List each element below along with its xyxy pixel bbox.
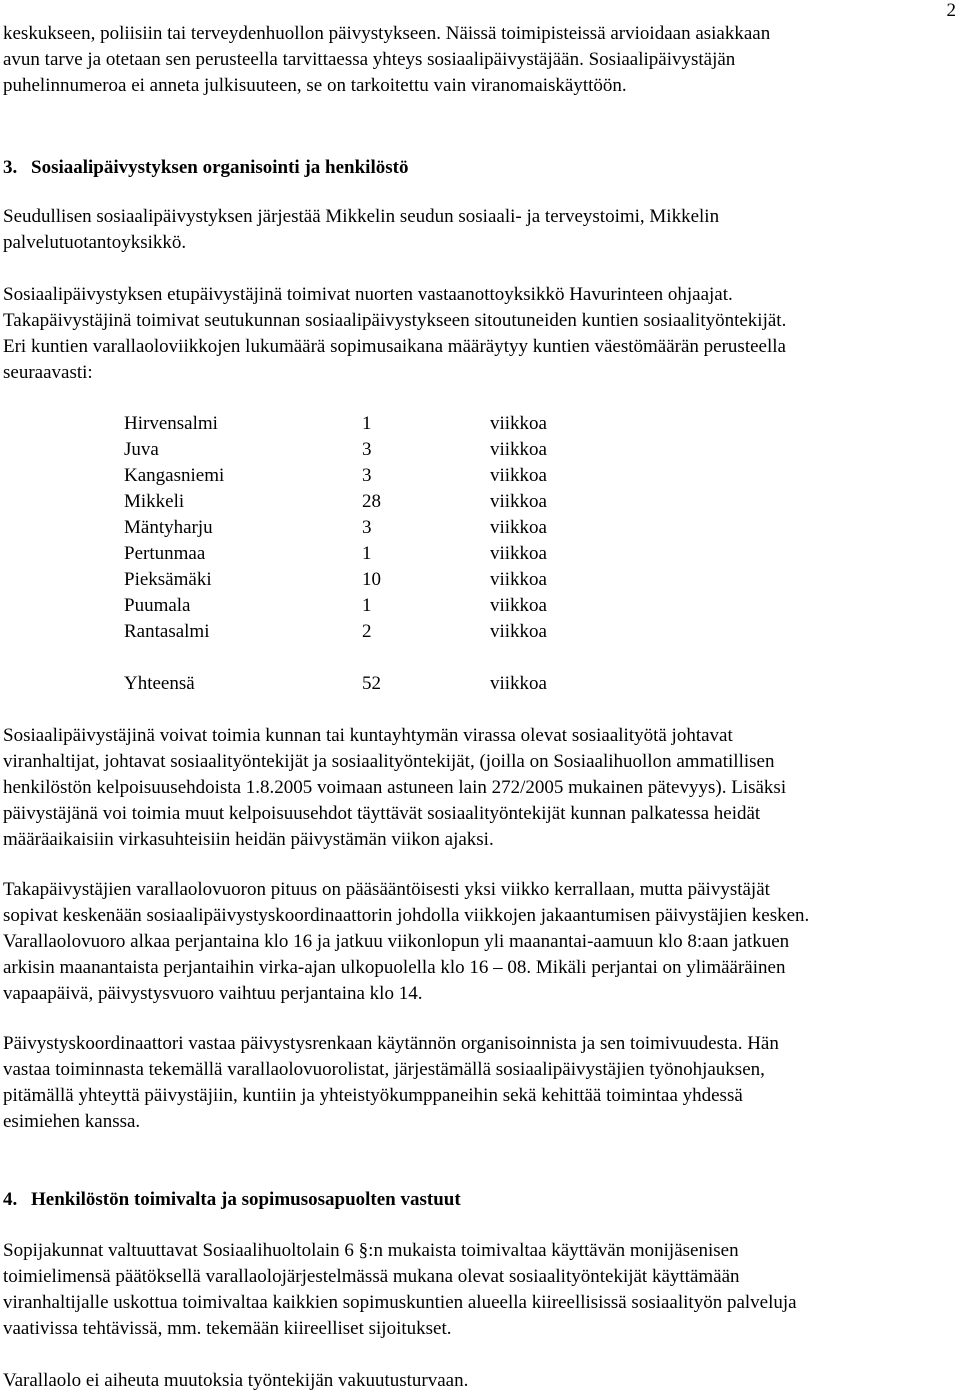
text-line: arkisin maanantaista perjantaihin virka-ajan ulkopuolella klo 16 – 08. Mikäli perjantai on ylimääräinen bbox=[3, 957, 786, 978]
table-row bbox=[124, 437, 590, 463]
week-unit: viikkoa bbox=[490, 595, 547, 616]
table-row bbox=[124, 411, 590, 437]
text-line: vaativissa tehtävissä, mm. tekemään kiireelliset sijoitukset. bbox=[3, 1318, 452, 1339]
municipality-name: Pieksämäki bbox=[124, 569, 212, 590]
municipality-name: Rantasalmi bbox=[124, 621, 210, 642]
text-line: keskukseen, poliisiin tai terveydenhuollon päivystykseen. Näissä toimipisteissä arvioidaan asiakkaan bbox=[3, 23, 771, 44]
text-line: viranhaltijalle uskottua toimivaltaa kaikkien sopimuskuntien alueella kiireellisissä sosiaalityön palveluja bbox=[3, 1292, 797, 1313]
week-unit: viikkoa bbox=[490, 621, 547, 642]
section-3-title: Sosiaalipäivystyksen organisointi ja henkilöstö bbox=[31, 157, 409, 178]
week-unit: viikkoa bbox=[490, 439, 547, 460]
text-line: Varallaolo ei aiheuta muutoksia työntekijän vakuutusturvaan. bbox=[3, 1370, 469, 1391]
week-unit: viikkoa bbox=[490, 569, 547, 590]
text-line: pitämällä yhteyttä päivystäjiin, kuntiin ja yhteistyökumppaneihin sekä kehittää toimintaa yhdessä bbox=[3, 1085, 743, 1106]
table-row bbox=[124, 515, 590, 541]
section-3-heading bbox=[3, 155, 955, 181]
municipality-name: Pertunmaa bbox=[124, 543, 206, 564]
section-4-heading bbox=[3, 1187, 955, 1213]
section-3-paragraph-2 bbox=[3, 282, 955, 386]
text-line: esimiehen kanssa. bbox=[3, 1111, 141, 1132]
intro-paragraph bbox=[3, 21, 955, 99]
text-line: vapaapäivä, päivystysvuoro vaihtuu perjantaina klo 14. bbox=[3, 983, 423, 1004]
week-unit: viikkoa bbox=[490, 491, 547, 512]
table-row bbox=[124, 541, 590, 567]
text-line: Sosiaalipäivystäjinä voivat toimia kunnan tai kuntayhtymän virassa olevat sosiaalityötä johtavat bbox=[3, 725, 733, 746]
week-unit: viikkoa bbox=[490, 673, 547, 694]
text-line: Takapäivystäjien varallaolovuoron pituus on pääsääntöisesti yksi viikko kerrallaan, mutta päivystäjät bbox=[3, 879, 770, 900]
table-row bbox=[124, 489, 590, 515]
week-count: 3 bbox=[362, 439, 372, 460]
municipality-name: Puumala bbox=[124, 595, 191, 616]
section-3-paragraph-5 bbox=[3, 1031, 955, 1135]
text-line: viranhaltijat, johtavat sosiaalityöntekijät ja sosiaalityöntekijät, (joilla on Sosiaalihuollon ammatillisen bbox=[3, 751, 775, 772]
text-line: Päivystyskoordinaattori vastaa päivystysrenkaan käytännön organisoinnista ja sen toimivuudesta. Hän bbox=[3, 1033, 779, 1054]
text-line: Takapäivystäjinä toimivat seutukunnan sosiaalipäivystykseen sitoutuneiden kuntien sosiaalityöntekijät. bbox=[3, 310, 787, 331]
week-unit: viikkoa bbox=[490, 465, 547, 486]
text-line: Sosiaalipäivystyksen etupäivystäjinä toimivat nuorten vastaanottoyksikkö Havurinteen ohjaajat. bbox=[3, 284, 733, 305]
text-line: Varallaolovuoro alkaa perjantaina klo 16 ja jatkuu viikonlopun yli maanantai-aamuun klo 8:aan jatkuen bbox=[3, 931, 790, 952]
week-count: 1 bbox=[362, 595, 372, 616]
text-line: toimielimensä päätöksellä varallaolojärjestelmässä mukana olevat sosiaalityöntekijät käyttämään bbox=[3, 1266, 740, 1287]
week-unit: viikkoa bbox=[490, 517, 547, 538]
page-number: 2 bbox=[946, 0, 956, 21]
on-call-weeks-table bbox=[124, 411, 590, 697]
week-count: 1 bbox=[362, 413, 372, 434]
text-line: Seudullisen sosiaalipäivystyksen järjestää Mikkelin seudun sosiaali- ja terveystoimi, Mikkelin bbox=[3, 206, 720, 227]
text-line: palvelutuotantoyksikkö. bbox=[3, 232, 187, 253]
text-line: sopivat keskenään sosiaalipäivystyskoordinaattorin johdolla viikkojen jakaantumisen päivystäjien kesken. bbox=[3, 905, 810, 926]
week-count: 3 bbox=[362, 517, 372, 538]
text-line: määräaikaisiin virkasuhteisiin heidän päivystämän viikon ajaksi. bbox=[3, 829, 494, 850]
section-3-paragraph-3 bbox=[3, 723, 955, 853]
section-4-number: 4. bbox=[3, 1189, 18, 1210]
text-line: päivystäjänä voi toimia muut kelpoisuusehdot täyttävät sosiaalityöntekijät kunnan palkatessa heidät bbox=[3, 803, 761, 824]
total-week-count: 52 bbox=[362, 673, 381, 694]
municipality-name: Juva bbox=[124, 439, 159, 460]
text-line: henkilöstön kelpoisuusehdoista 1.8.2005 voimaan astuneen lain 272/2005 mukainen pätevyys). Lisäksi bbox=[3, 777, 787, 798]
municipality-name: Kangasniemi bbox=[124, 465, 225, 486]
week-count: 2 bbox=[362, 621, 372, 642]
table-row bbox=[124, 619, 590, 645]
table-row bbox=[124, 593, 590, 619]
total-label: Yhteensä bbox=[124, 673, 195, 694]
text-line: Eri kuntien varallaoloviikkojen lukumäärä sopimusaikana määräytyy kuntien väestömäärän perusteella bbox=[3, 336, 786, 357]
week-unit: viikkoa bbox=[490, 543, 547, 564]
text-line: seuraavasti: bbox=[3, 362, 93, 383]
section-3-number: 3. bbox=[3, 157, 18, 178]
week-count: 1 bbox=[362, 543, 372, 564]
municipality-name: Mikkeli bbox=[124, 491, 185, 512]
week-unit: viikkoa bbox=[490, 413, 547, 434]
table-total-row bbox=[124, 671, 590, 697]
municipality-name: Hirvensalmi bbox=[124, 413, 218, 434]
section-4-paragraph-2 bbox=[3, 1368, 955, 1394]
section-3-paragraph-1 bbox=[3, 204, 955, 256]
week-count: 3 bbox=[362, 465, 372, 486]
week-count: 28 bbox=[362, 491, 381, 512]
text-line: puhelinnumeroa ei anneta julkisuuteen, se on tarkoitettu vain viranomaiskäyttöön. bbox=[3, 75, 627, 96]
text-line: vastaa toiminnasta tekemällä varallaolovuorolistat, järjestämällä sosiaalipäivystäjien työnohjauksen, bbox=[3, 1059, 765, 1080]
municipality-name: Mäntyharju bbox=[124, 517, 213, 538]
text-line: Sopijakunnat valtuuttavat Sosiaalihuoltolain 6 §:n mukaista toimivaltaa käyttävän monijäsenisen bbox=[3, 1240, 739, 1261]
text-line: avun tarve ja otetaan sen perusteella tarvittaessa yhteys sosiaalipäivystäjään. Sosiaalipäivystäjän bbox=[3, 49, 736, 70]
table-row bbox=[124, 463, 590, 489]
section-3-paragraph-4 bbox=[3, 877, 955, 1007]
section-4-title: Henkilöstön toimivalta ja sopimusosapuolten vastuut bbox=[31, 1189, 461, 1210]
table-row bbox=[124, 567, 590, 593]
section-4-paragraph-1 bbox=[3, 1238, 955, 1342]
week-count: 10 bbox=[362, 569, 381, 590]
